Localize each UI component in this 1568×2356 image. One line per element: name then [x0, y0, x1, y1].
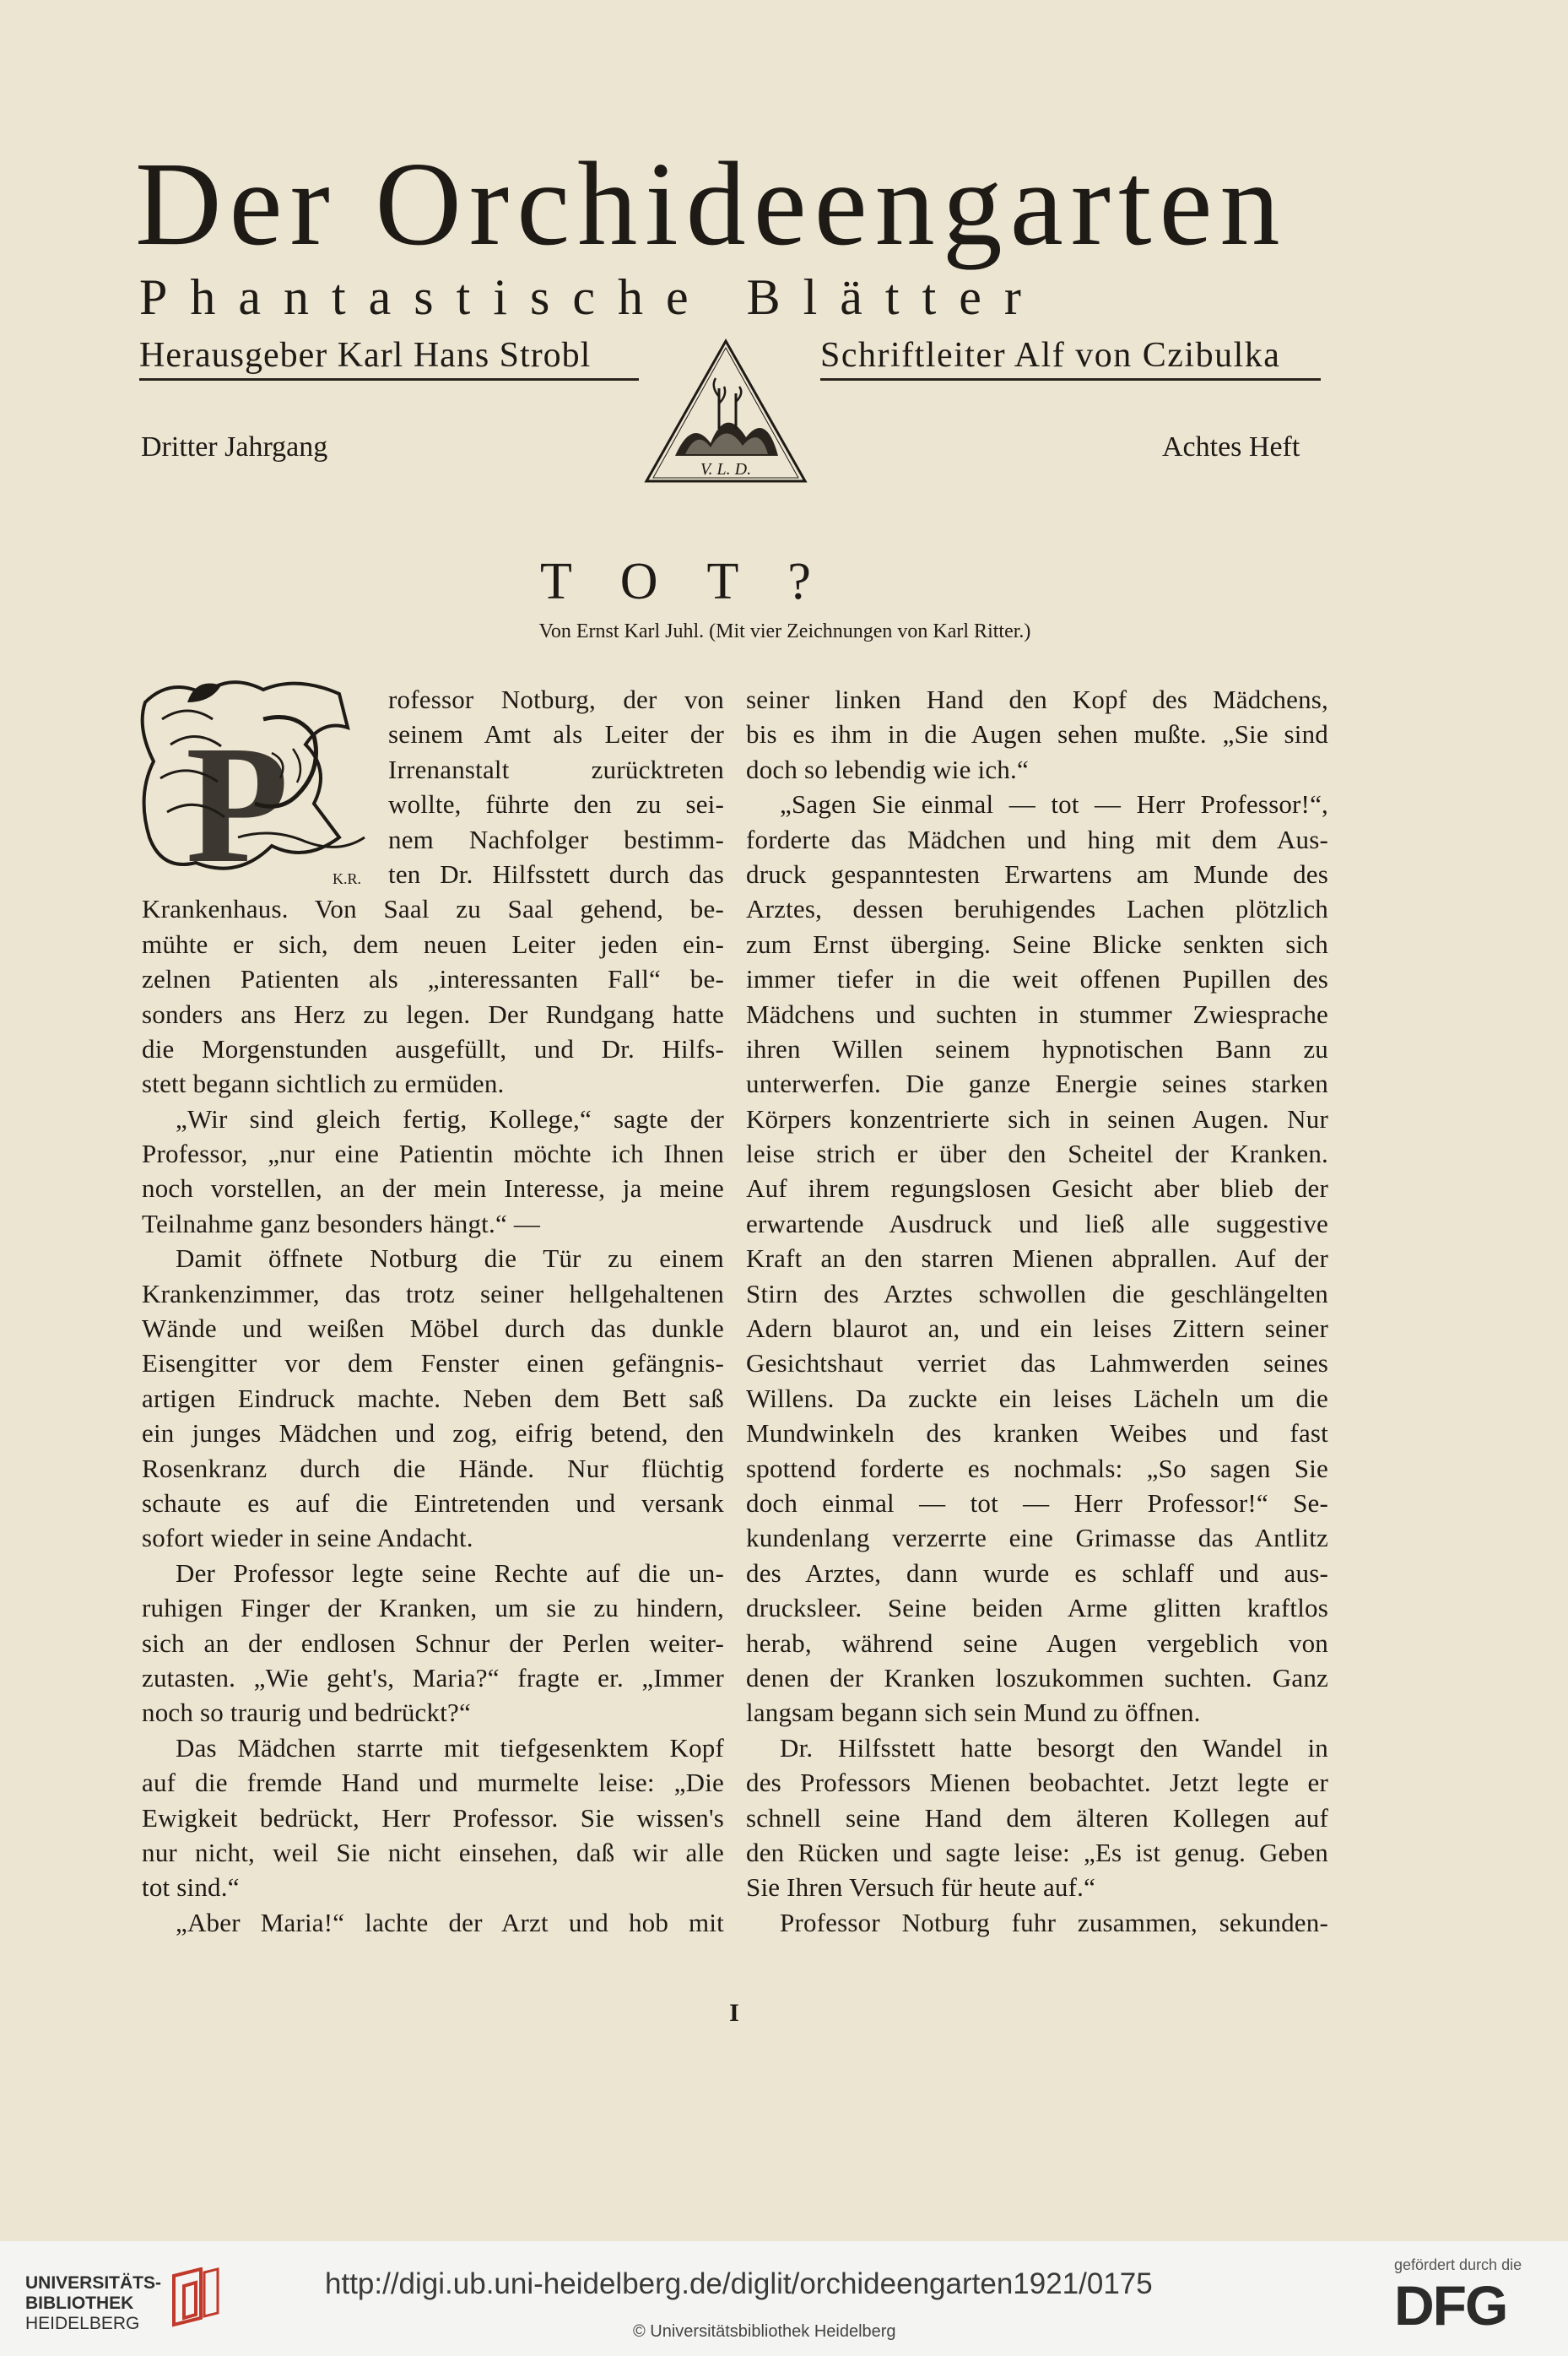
text-line: Kraft an den starren Mienen abprallen. Auf der [746, 1243, 1328, 1274]
text-line: Professor, „nur eine Patientin möchte ich Ihnen [142, 1139, 724, 1169]
text-line: Teilnahme ganz besonders hängt.“ — [142, 1208, 541, 1238]
logo-monogram: V. L. D. [700, 460, 752, 479]
initial-letter: P [186, 712, 289, 895]
text-line: Sie Ihren Versuch für heute auf.“ [746, 1872, 1096, 1903]
text-line: Ewigkeit bedrückt, Herr Professor. Sie wissen's [142, 1802, 724, 1833]
text-line: Rosenkranz durch die Hände. Nur flüchtig [142, 1453, 724, 1483]
text-line: den Rücken und sagte leise: „Es ist genug. Geben [746, 1837, 1328, 1867]
text-line: bis es ihm in die Augen sehen mußte. „Sie sind [746, 719, 1328, 750]
text-line: nem Nachfolger bestimm- [388, 824, 724, 854]
text-line: zelnen Patienten als „interessanten Fall“ be- [142, 964, 724, 994]
text-line: Eisengitter vor dem Fenster einen gefängnis- [142, 1348, 724, 1378]
publisher-triangle-logo [641, 338, 810, 486]
text-line: tot sind.“ [142, 1872, 240, 1903]
text-line: Wände und weißen Möbel durch das dunkle [142, 1313, 724, 1344]
publisher-credit: Herausgeber Karl Hans Strobl [139, 336, 592, 375]
text-line: forderte das Mädchen und hing mit dem Aus- [746, 824, 1328, 854]
text-line: druck gespanntesten Erwartens am Munde des [746, 858, 1328, 889]
text-line: Gesichtshaut verriet das Lahmwerden seines [746, 1348, 1328, 1378]
text-column-left [142, 682, 724, 1940]
text-line: Das Mädchen starrte mit tiefgesenktem Kopf [176, 1732, 724, 1763]
text-line: sich an der endlosen Schnur der Perlen weiter- [142, 1628, 724, 1658]
text-line: ein junges Mädchen und zog, eifrig betend, den [142, 1418, 724, 1449]
library-name-line1: UNIVERSITÄTS- [25, 2273, 162, 2293]
text-line: Stirn des Arztes schwollen die geschlängelten [746, 1278, 1328, 1308]
text-line: sofort wieder in seine Andacht. [142, 1523, 473, 1553]
text-line: zutasten. „Wie geht's, Maria?“ fragte er. „Immer [142, 1662, 724, 1693]
text-line: Körpers konzentrierte sich in seinen Augen. Nur [746, 1103, 1328, 1134]
text-column-right [746, 682, 1328, 1940]
text-line: Mundwinkeln des kranken Weibes und fast [746, 1418, 1328, 1449]
text-line: auf die fremde Hand und murmelte leise: „Die [142, 1768, 724, 1798]
text-line: leise strich er über den Scheitel der Kranken. [746, 1139, 1328, 1169]
masthead-rule-left [139, 378, 639, 381]
dfg-logo[interactable]: DFG [1394, 2274, 1507, 2337]
text-line: rofessor Notburg, der von [388, 685, 724, 714]
text-line: die Morgenstunden ausgefüllt, und Dr. Hilfs- [142, 1033, 724, 1064]
text-line: seiner linken Hand den Kopf des Mädchens, [746, 685, 1328, 714]
text-line: seinem Amt als Leiter der [388, 719, 724, 750]
story-title: TOT? [540, 553, 860, 610]
text-line: mühte er sich, dem neuen Leiter jeden ein- [142, 929, 724, 959]
editor-credit: Schriftleiter Alf von Czibulka [820, 336, 1281, 375]
text-line: erwartende Ausdruck und ließ alle suggestive [746, 1208, 1328, 1238]
permalink-url[interactable]: http://digi.ub.uni-heidelberg.de/diglit/orchideengarten1921/0175 [325, 2267, 1153, 2300]
text-line: denen der Kranken loszukommen suchten. Ganz [746, 1662, 1328, 1693]
text-line: Willens. Da zuckte ein leises Lächeln um die [746, 1383, 1328, 1413]
text-line: ruhigen Finger der Kranken, um sie zu hindern, [142, 1593, 724, 1623]
text-line: immer tiefer in die weit offenen Pupillen des [746, 964, 1328, 994]
text-line: des Professors Mienen beobachtet. Jetzt legte er [746, 1768, 1328, 1798]
issue-label: Achtes Heft [1162, 431, 1300, 463]
text-line: wollte, führte den zu sei- [388, 789, 724, 820]
library-mark-icon [174, 2269, 201, 2325]
text-line: Professor Notburg fuhr zusammen, sekunden- [780, 1907, 1328, 1937]
text-line: des Arztes, dann wurde es schlaff und aus- [746, 1557, 1328, 1588]
text-line: zum Ernst überging. Seine Blicke senkten sich [746, 929, 1328, 959]
text-line: unterwerfen. Die ganze Energie seines starken [746, 1069, 1328, 1099]
text-line: herab, während seine Augen vergeblich von [746, 1628, 1328, 1658]
text-line: kundenlang verzerrte eine Grimasse das Antlitz [746, 1523, 1328, 1553]
text-line: schaute es auf die Eintretenden und versank [142, 1487, 724, 1518]
text-line: Damit öffnete Notburg die Tür zu einem [176, 1243, 724, 1274]
library-name-line2: BIBLIOTHEK [25, 2294, 134, 2313]
text-line: Arztes, dessen beruhigendes Lachen plötzlich [746, 894, 1328, 924]
text-line: Irrenanstalt zurücktreten [388, 754, 724, 784]
page-number: I [729, 1999, 739, 2027]
text-line: langsam begann sich sein Mund zu öffnen. [746, 1698, 1201, 1728]
text-line: Dr. Hilfsstett hatte besorgt den Wandel in [780, 1732, 1328, 1763]
library-name-line3: HEIDELBERG [25, 2314, 140, 2333]
text-line: doch einmal — tot — Herr Professor!“ Se- [746, 1487, 1328, 1518]
text-line: ihren Willen seinem hypnotischen Bann zu [746, 1033, 1328, 1064]
text-line: Adern blaurot an, und ein leises Zittern seiner [746, 1313, 1328, 1344]
text-line: noch vorstellen, an der mein Interesse, ja meine [142, 1173, 724, 1204]
text-line: schnell seine Hand dem älteren Kollegen auf [746, 1802, 1328, 1833]
text-line: doch so lebendig wie ich.“ [746, 754, 1029, 784]
copyright-notice: © Universitätsbibliothek Heidelberg [633, 2322, 896, 2341]
text-line: drucksleer. Seine beiden Arme glitten kraftlos [746, 1593, 1328, 1623]
text-line: Auf ihrem regungslosen Gesicht aber blieb der [746, 1173, 1328, 1204]
text-line: „Sagen Sie einmal — tot — Herr Professor!“, [780, 789, 1328, 820]
text-line: noch so traurig und bedrückt?“ [142, 1698, 471, 1728]
text-line: „Aber Maria!“ lachte der Arzt und hob mit [176, 1907, 724, 1937]
text-line: stett begann sichtlich zu ermüden. [142, 1069, 505, 1099]
text-line: artigen Eindruck machte. Neben dem Bett saß [142, 1383, 724, 1413]
text-line: Der Professor legte seine Rechte auf die un- [176, 1557, 724, 1588]
text-line: Krankenhaus. Von Saal zu Saal gehend, be- [142, 894, 724, 924]
text-line: nur nicht, weil Sie nicht einsehen, daß wir alle [142, 1837, 724, 1867]
magazine-subtitle: Phantastische Blätter [139, 269, 1044, 325]
text-line: spottend forderte es nochmals: „So sagen Sie [746, 1453, 1328, 1483]
text-line: Mädchens und suchten in stummer Zwiesprache [746, 999, 1328, 1029]
initial-signature: K.R. [333, 870, 362, 887]
text-line: „Wir sind gleich fertig, Kollege,“ sagte der [176, 1103, 724, 1134]
text-line: sonders ans Herz zu legen. Der Rundgang hatte [142, 999, 724, 1029]
volume-label: Dritter Jahrgang [141, 431, 328, 463]
magazine-title: Der Orchideengarten [135, 137, 1288, 270]
funding-note: gefördert durch die [1394, 2256, 1522, 2273]
masthead-rule-right [820, 378, 1321, 381]
story-byline: Von Ernst Karl Juhl. (Mit vier Zeichnungen von Karl Ritter.) [538, 620, 1031, 642]
text-line: Krankenzimmer, das trotz seiner hellgehaltenen [142, 1278, 724, 1308]
text-line: ten Dr. Hilfsstett durch das [388, 858, 724, 889]
